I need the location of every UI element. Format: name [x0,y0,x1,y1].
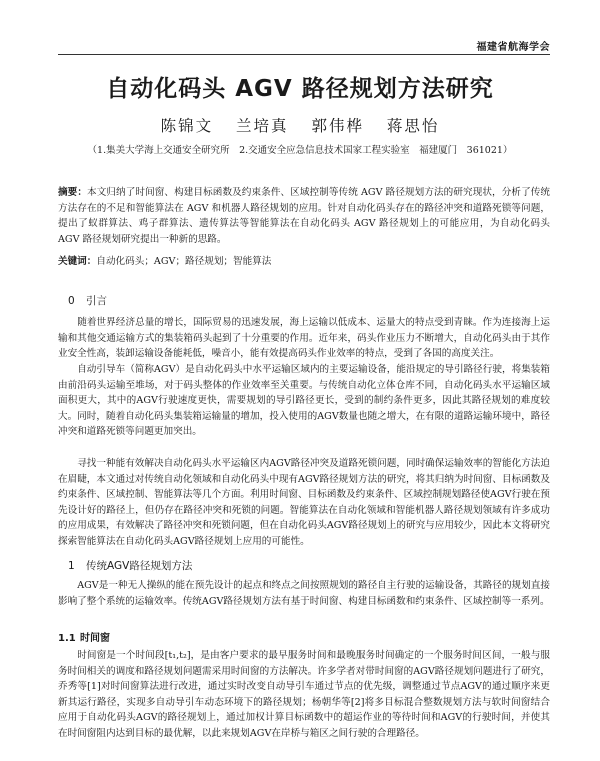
author-list [0,114,600,136]
abstract [58,185,550,247]
keywords [58,254,550,269]
body-paragraph: 时间窗是一个时间段[t₁,t₂]，是由客户要求的最早服务时间和最晚服务时间确定的一个服务时间区间，一般与服务时间相关的调度和路径规划问题需采用时间窗的方法解决。许多学者对带时间窗的AGV路径规划问题进行了研究，乔秀等[1]对时间窗算法进行改进，通过实时改变自动导引车通过节点的优先级，调整通过节点AGV的通过顺序来更新其运行路径，实现多自动导引车动态环境下的路径规划；杨朝华等[2]将多目标混合整数规划方法与软时间窗结合应用于自动化码头AGV的路径规划上，通过加权计算目标函数中的超运作业的等待时间和AGV的行驶时间，并使其在时间窗阻内达到目标的最优解，以此来规划AGV在岸桥与箱区之间行驶的合理路径。 [58,650,550,739]
abstract-text: 本文归纳了时间窗、构建目标函数及约束条件、区域控制等传统 AGV 路径规划方法的研究现状，分析了传统方法存在的不足和智能算法在 AGV 和机器人路径规划的应用。针对自动化码头存在的路径冲突和道路死锁等问题，提出了蚁群算法、鸡子群算法、遗传算法等智能算法在自动化码头 AGV 路径规划上的可能应用，为自动化码头 AGV 路径规划研究提出一种新的思路。 [58,187,551,245]
subsection-number: 1.1 [58,633,76,644]
subsection-title: 时间窗 [80,633,110,644]
keywords-label: 关键词： [58,256,97,267]
section-number: 0 [68,295,75,307]
paper-title: 自动化码头 AGV 路径规划方法研究 [106,76,494,102]
author-name: 郭伟桦 [311,117,364,135]
author-name: 兰培真 [236,117,289,135]
author-name: 蒋思怡 [386,117,440,135]
author-name: 陈锦文 [160,117,214,135]
body-paragraph: 自动引导车（简称AGV）是自动化码头中水平运输区域内的主要运输设备，能沿规定的导引路径行驶，将集装箱由前沿码头运输至堆场，对于码头整体的作业效率至关重要。与传统自动化立体仓库不同，自动化码头水平运输区域面积更大，其中的AGV行驶速度更快，需要规划的导引路径更长，受到的制约条件更多，因此其路径规划的难度较大。同时，随着自动化码头集装箱运输量的增加，投入使用的AGV数量也随之增大，在有限的道路运输环境中，路径冲突和道路死锁等问题更加突出。 [58,364,550,438]
abstract-label: 摘要： [58,187,88,198]
journal-header: 福建省航海学会 [476,42,550,53]
section-title: 传统AGV路径规划方法 [86,560,193,572]
subsection-heading [58,629,110,644]
section-heading [68,293,107,308]
header-rule [58,54,550,55]
section-title: 引言 [86,295,107,307]
section-number: 1 [68,560,75,572]
body-paragraph: AGV是一种无人操纵的能在预先设计的起点和终点之间按照规划的路径自主行驶的运输设备，其路径的规划直接影响了整个系统的运输效率。传统AGV路径规划方法有基于时间窗、构建目标函数和约束条件、区域控制等一系列。 [58,580,550,607]
affiliation: （1.集美大学海上交通安全研究所 2.交通安全应急信息技术国家工程实验室 福建厦门 361021） [87,145,513,156]
body-paragraph: 寻找一种能有效解决自动化码头水平运输区内AGV路径冲突及道路死锁问题，同时确保运输效率的智能化方法迫在眉睫，本文通过对传统自动化领域和自动化码头中现有AGV路径规划方法的研究，将其归纳为时间窗、目标函数及约束条件、区域控制、智能算法等几个方面。利用时间窗、目标函数及约束条件、区域控制规划路径使AGV行驶在预先设计好的路径上，但仍存在路径冲突和死锁的问题。智能算法在自动化领域和智能机器人路径规划领域有许多成功的应用成果，有效解决了路径冲突和死锁问题，但在自动化码头AGV路径规划上的研究与应用较少，因此本文将研究探索智能算法在自动化码头AGV路径规划上应用的可能性。 [58,458,550,547]
section-heading [68,558,192,573]
keywords-text: 自动化码头；AGV；路径规划；智能算法 [96,256,272,267]
body-paragraph: 随着世界经济总量的增长，国际贸易的迅速发展，海上运输以低成本、运量大的特点受到青睐。作为连接海上运输和其他交通运输方式的集装箱码头起到了十分重要的作用。近年来，码头作业压力不断增大，自动化码头由于其作业安全性高，装卸运输设备能耗低，噪音小，能有效提高码头作业效率的特点，受到了各国的高度关注。 [58,317,550,360]
